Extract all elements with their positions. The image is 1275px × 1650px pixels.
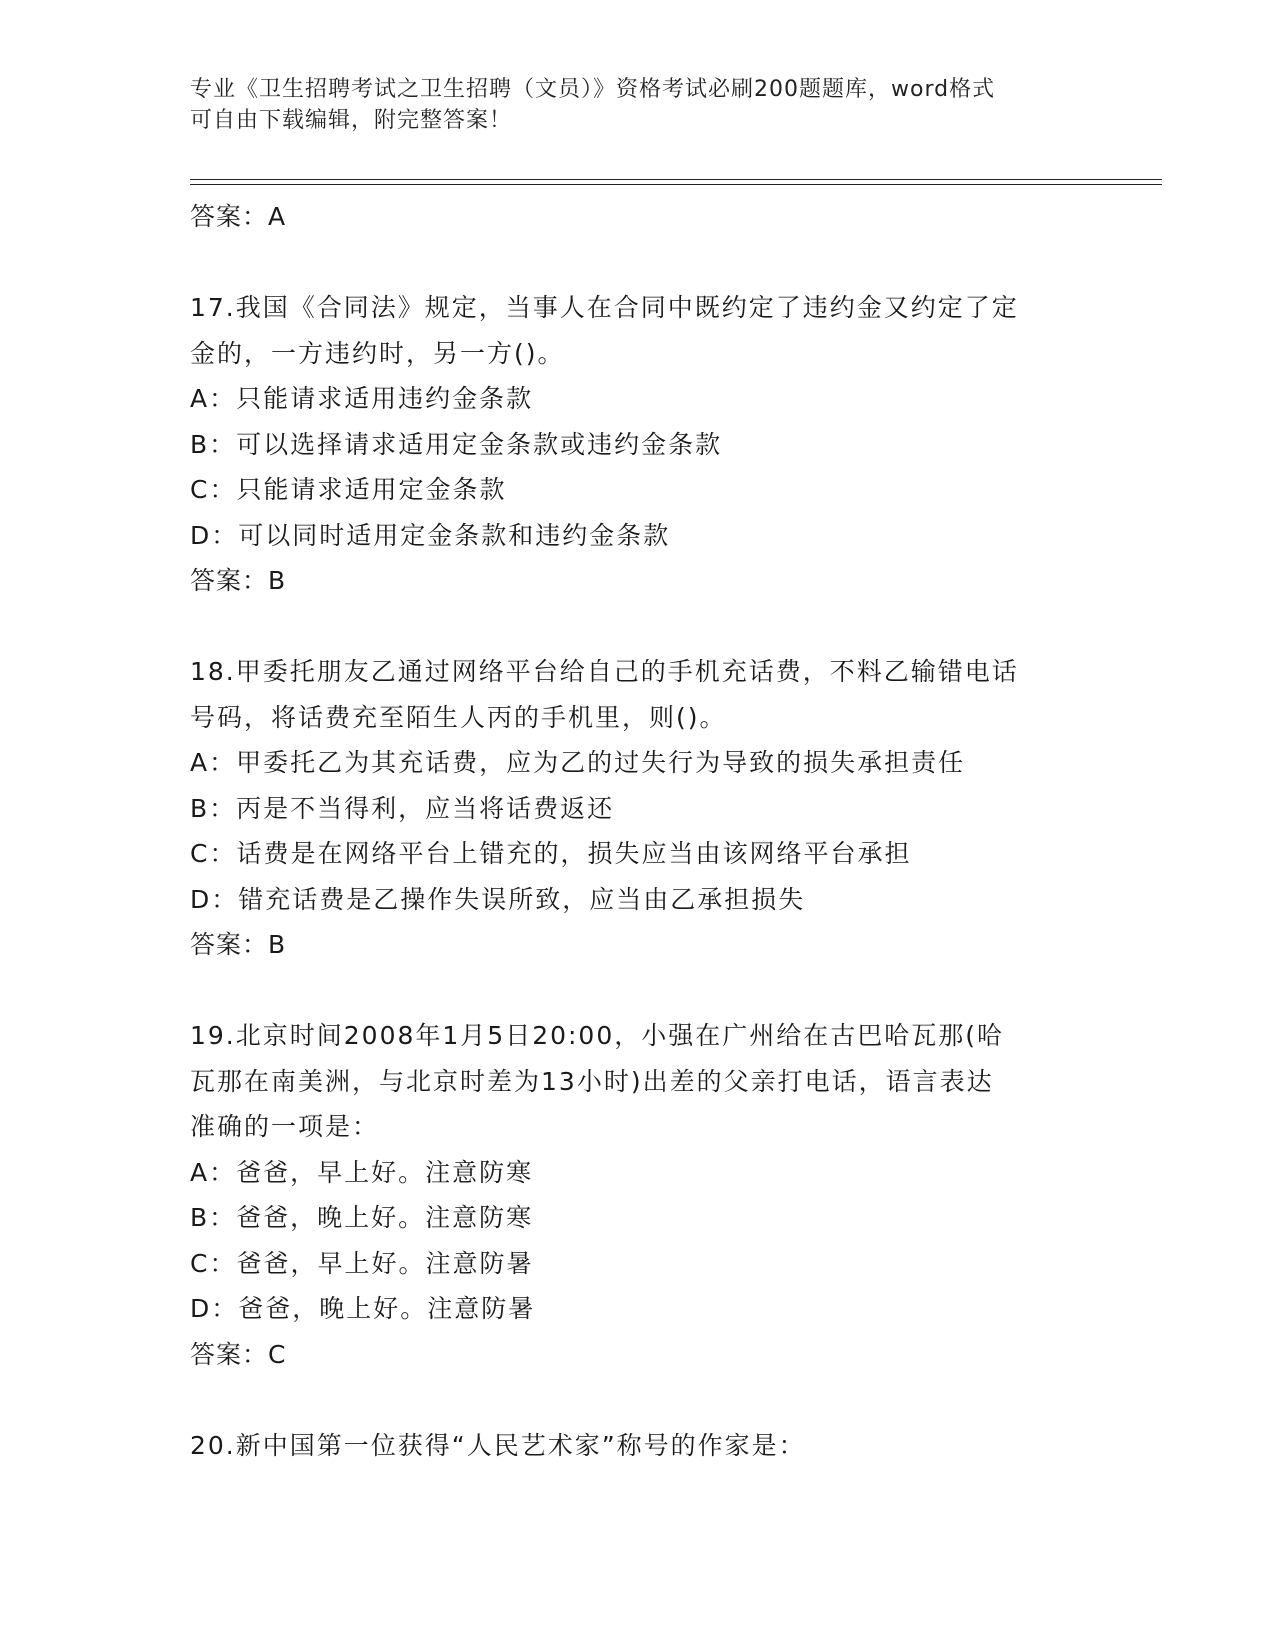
option-b: B：爸爸，晚上好。注意防寒 [190, 1203, 534, 1232]
question-stem-line: 19.北京时间2008年1月5日20:00，小强在广州给在古巴哈瓦那(哈 [190, 1021, 1004, 1050]
option-c: C：话费是在网络平台上错充的，损失应当由该网络平台承担 [190, 839, 912, 868]
question-18 [190, 649, 1090, 968]
answer-line: 答案：B [190, 566, 287, 595]
question-stem-line: 金的，一方违约时，另一方()。 [190, 338, 565, 368]
option-d: D：爸爸，晚上好。注意防暑 [190, 1294, 536, 1323]
option-c: C：爸爸，早上好。注意防暑 [190, 1248, 534, 1278]
spacer [190, 240, 1090, 286]
question-17 [190, 285, 1090, 604]
document-header [190, 74, 1090, 136]
option-b: B：可以选择请求适用定金条款或违约金条款 [190, 429, 723, 459]
question-stem-line: 瓦那在南美洲，与北京时差为13小时)出差的父亲打电话，语言表达 [190, 1066, 994, 1096]
option-d: D：可以同时适用定金条款和违约金条款 [190, 520, 671, 550]
question-stem-line: 17.我国《合同法》规定，当事人在合同中既约定了违约金又约定了定 [190, 293, 1019, 322]
header-line-1: 专业《卫生招聘考试之卫生招聘（文员）》资格考试必刷200题题库，word格式 [190, 77, 996, 102]
question-stem-line: 准确的一项是： [190, 1112, 380, 1141]
question-stem-line: 18.甲委托朋友乙通过网络平台给自己的手机充话费，不料乙输错电话 [190, 657, 1019, 686]
header-rule-top [190, 179, 1162, 180]
option-a: A：甲委托乙为其充话费，应为乙的过失行为导致的损失承担责任 [190, 748, 966, 777]
question-stem-line: 号码，将话费充至陌生人丙的手机里，则()。 [190, 702, 727, 732]
spacer [190, 1377, 1090, 1423]
answer-line: 答案：C [190, 1339, 287, 1369]
spacer [190, 968, 1090, 1014]
option-b: B：丙是不当得利，应当将话费返还 [190, 793, 615, 823]
spacer [190, 604, 1090, 650]
option-a: A：爸爸，早上好。注意防寒 [190, 1157, 534, 1187]
answer-line: 答案：A [190, 202, 287, 231]
question-19 [190, 1013, 1090, 1377]
question-20 [190, 1423, 1090, 1469]
option-d: D：错充话费是乙操作失误所致，应当由乙承担损失 [190, 884, 806, 914]
header-line-2: 可自由下载编辑，附完整答案！ [190, 108, 513, 133]
option-c: C：只能请求适用定金条款 [190, 475, 507, 504]
option-a: A：只能请求适用违约金条款 [190, 384, 534, 413]
answer-line: 答案：B [190, 930, 287, 959]
header-rule-bottom [190, 184, 1162, 185]
document-body [190, 194, 1090, 1468]
question-stem-line: 20.新中国第一位获得“人民艺术家”称号的作家是： [190, 1430, 806, 1460]
